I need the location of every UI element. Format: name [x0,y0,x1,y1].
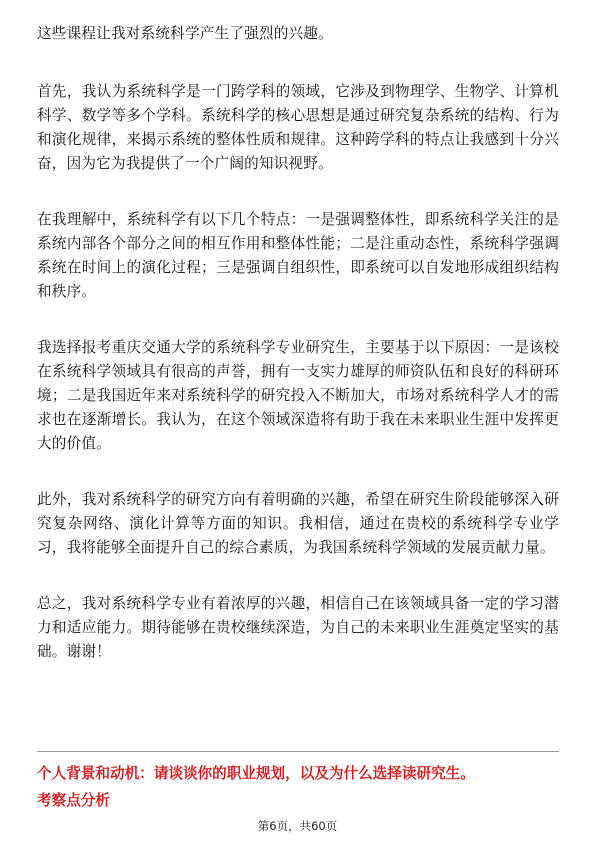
paragraph-reasons: 我选择报考重庆交通大学的系统科学专业研究生，主要基于以下原因：一是该校在系统科学领域具有很高的声誉，拥有一支实力雄厚的师资队伍和良好的科研环境；二是我国近年来对系统科学的研究投入不断加大，市场对系统科学人才的需求也在逐渐增长。我认为，在这个领域深造将有助于我在未来职业生涯中发挥更大的价值。 [37,339,559,452]
paragraph-characteristics: 在我理解中，系统科学有以下几个特点：一是强调整体性，即系统科学关注的是系统内部各个部分之间的相互作用和整体性能；二是注重动态性，系统科学强调系统在时间上的演化过程；三是强调自组织性，即系统可以自发地形成组织结构和秩序。 [37,211,559,300]
answer-body [37,22,559,696]
paragraph-conclusion: 总之，我对系统科学专业有着浓厚的兴趣，相信自己在该领域具备一定的学习潜力和适应能力。期待能够在贵校继续深造，为自己的未来职业生涯奠定坚实的基础。谢谢！ [37,595,559,660]
analysis-heading: 考察点分析 [37,792,110,809]
paragraph-interdisciplinary: 首先，我认为系统科学是一门跨学科的领域，它涉及到物理学、生物学、计算机科学、数学等多个学科。系统科学的核心思想是通过研究复杂系统的结构、行为和演化规律，来揭示系统的整体性质和规律。这种跨学科的特点让我感到十分兴奋，因为它为我提供了一个广阔的知识视野。 [37,83,559,172]
paragraph-interest: 这些课程让我对系统科学产生了强烈的兴趣。 [37,25,333,42]
section-divider [37,751,559,752]
question-heading: 个人背景和动机：请谈谈你的职业规划，以及为什么选择读研究生。 [37,765,475,782]
page-number: 第6页，共60页 [257,819,338,833]
paragraph-research-direction: 此外，我对系统科学的研究方向有着明确的兴趣，希望在研究生阶段能够深入研究复杂网络、演化计算等方面的知识。我相信，通过在贵校的系统科学专业学习，我将能够全面提升自己的综合素质，为我国系统科学领域的发展贡献力量。 [37,491,559,556]
